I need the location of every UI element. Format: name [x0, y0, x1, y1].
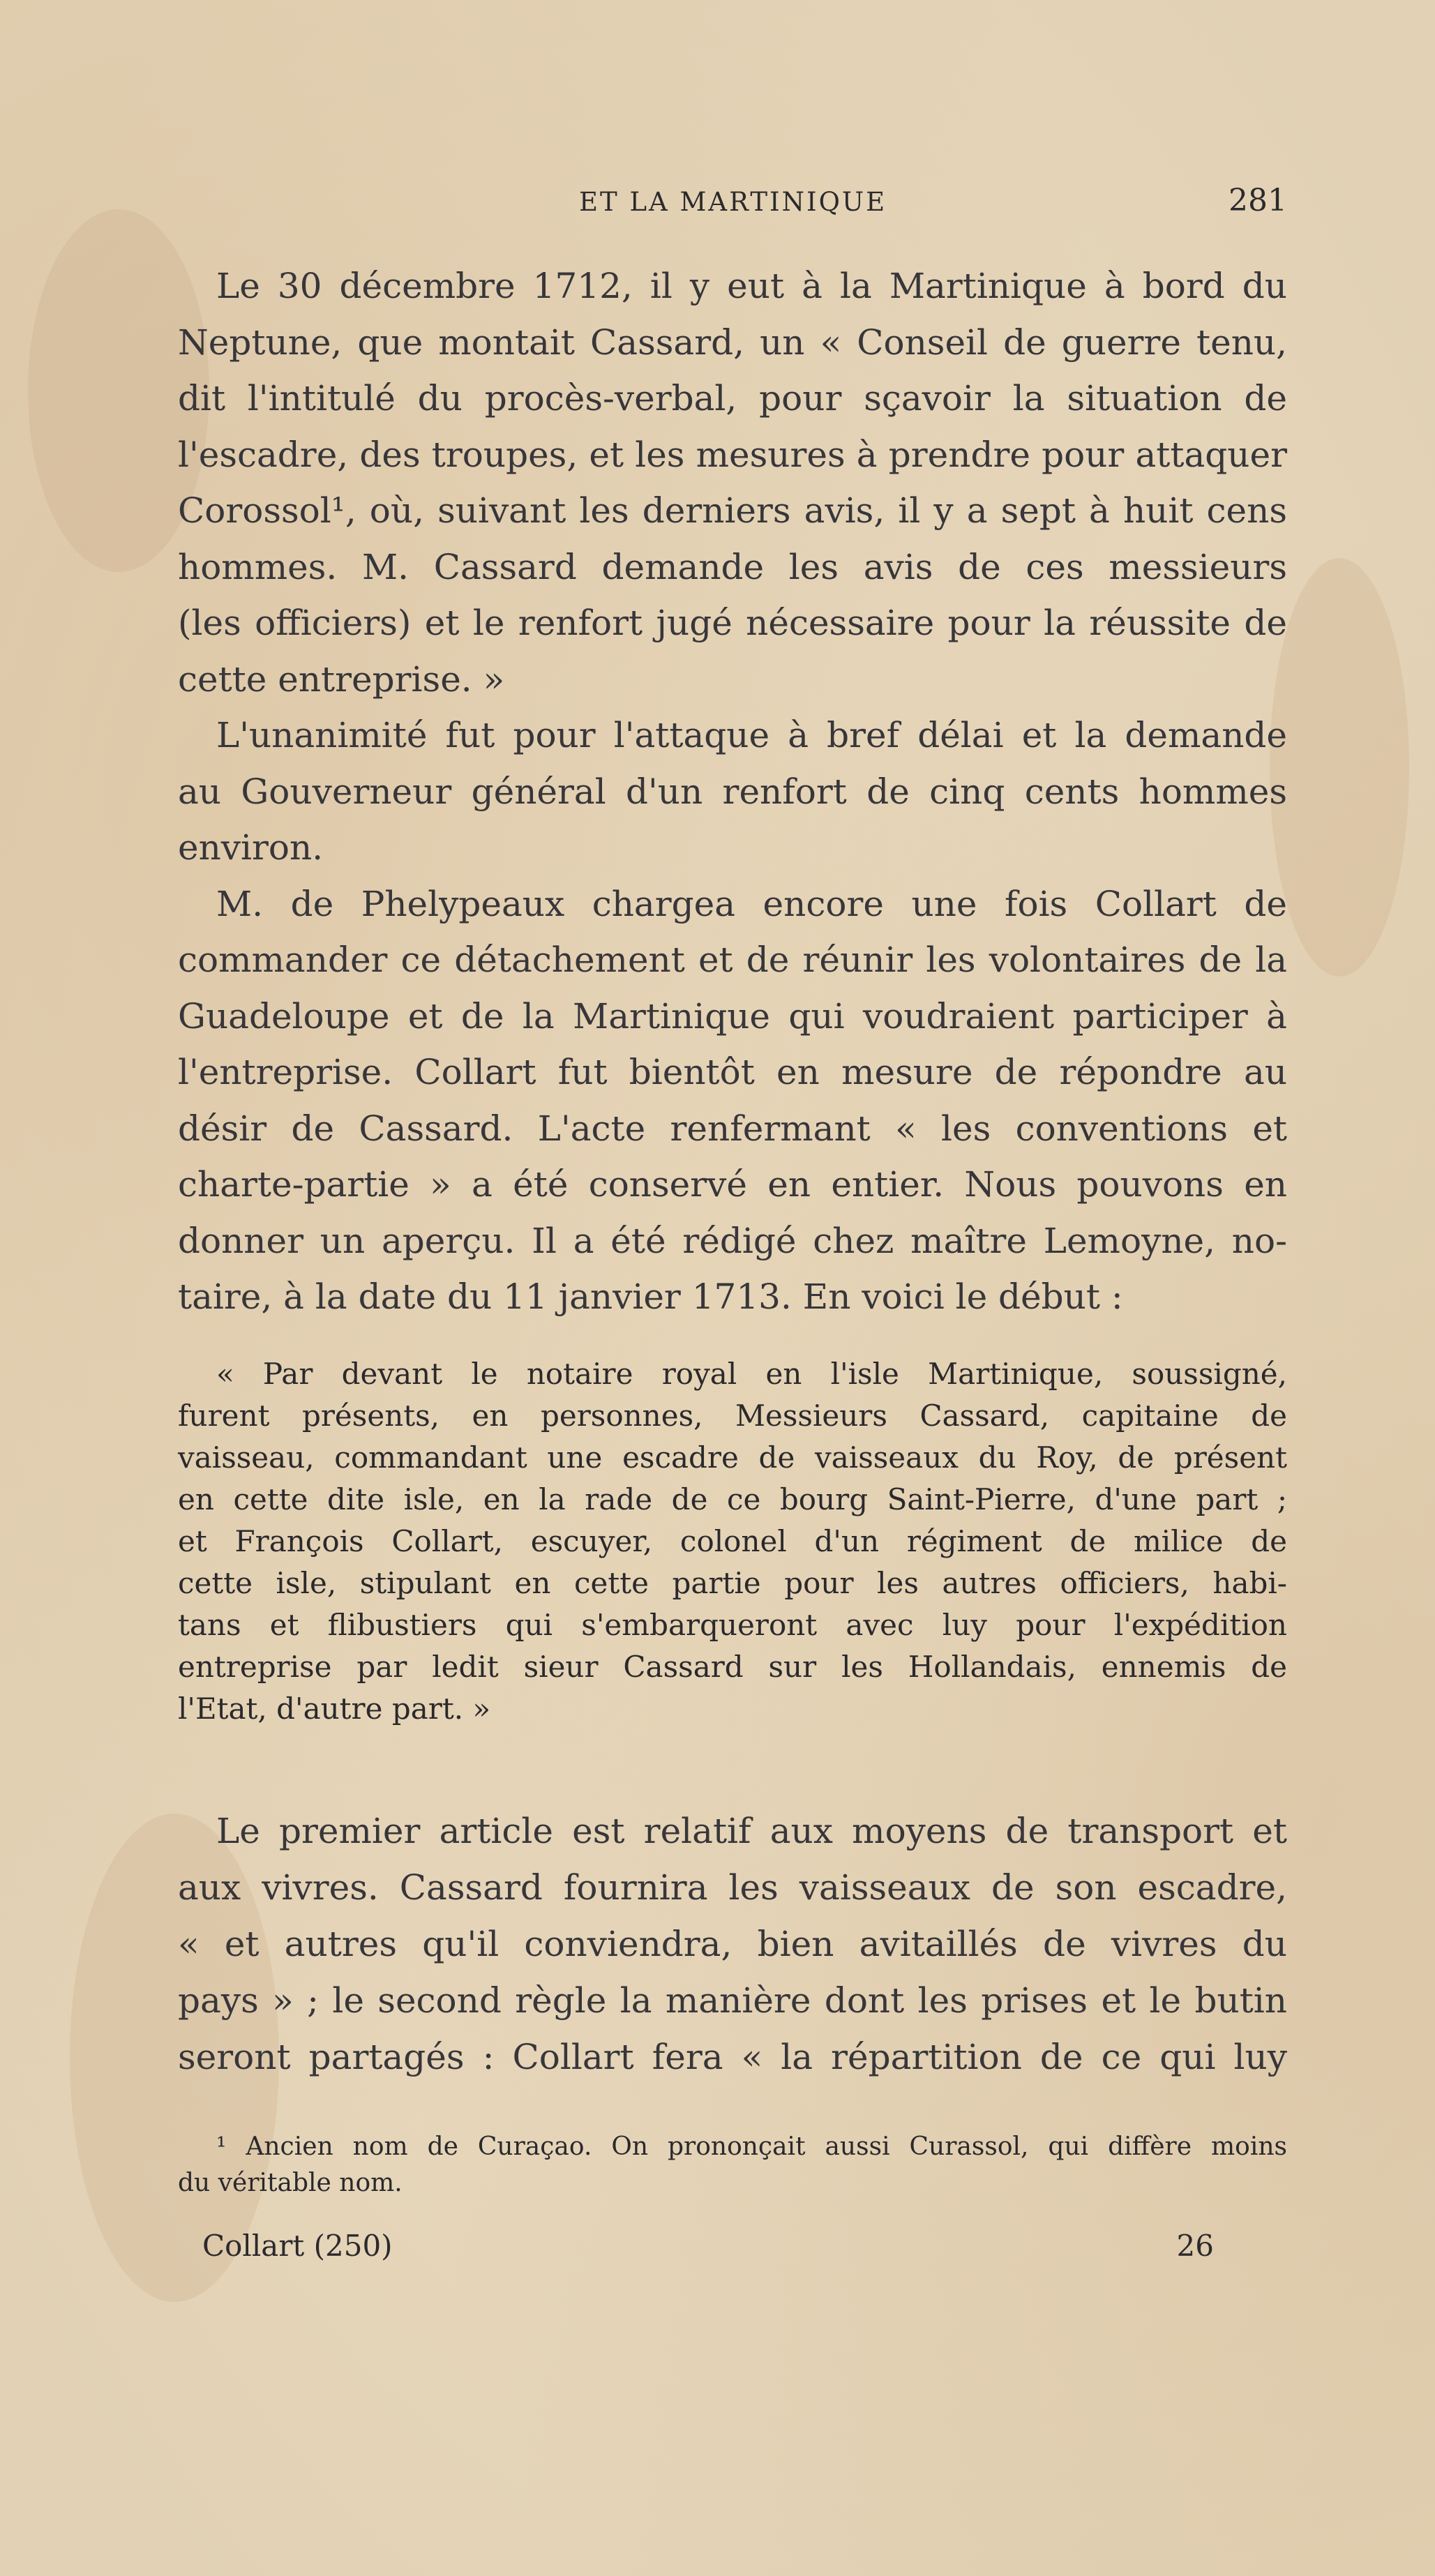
- signature-name: Collart (250): [202, 2229, 393, 2263]
- text-line: Corossol¹, où, suivant les derniers avis, il y a sept à huit cens: [178, 490, 1287, 531]
- quote-line: en cette dite isle, en la rade de ce bourg Saint-Pierre, d'une part ;: [178, 1482, 1287, 1516]
- quote-line: et François Collart, escuyer, colonel d'un régiment de milice de: [178, 1524, 1287, 1558]
- main-text: [178, 258, 1287, 1325]
- quote-line: tans et flibustiers qui s'embarqueront avec luy pour l'expédition: [178, 1608, 1287, 1642]
- text-line: désir de Cassard. L'acte renfermant « les conventions et: [178, 1108, 1287, 1149]
- text-line: M. de Phelypeaux chargea encore une fois Collart de: [216, 883, 1287, 924]
- footnote-line: ¹ Ancien nom de Curaçao. On prononçait aussi Curassol, qui diffère moins: [216, 2132, 1287, 2161]
- text-line: au Gouverneur général d'un renfort de cinq cents hommes: [178, 771, 1287, 812]
- text-line: dit l'intitulé du procès-verbal, pour sçavoir la situation de: [178, 378, 1287, 419]
- text-line: commander ce détachement et de réunir les volontaires de la: [178, 940, 1287, 980]
- text-line: cette entreprise. »: [178, 658, 505, 700]
- running-header: [174, 183, 1287, 229]
- quote-line: vaisseau, commandant une escadre de vaisseaux du Roy, de présent: [178, 1440, 1287, 1475]
- quote-line: entreprise par ledit sieur Cassard sur les Hollandais, ennemis de: [178, 1650, 1287, 1684]
- signature-number: 26: [1176, 2229, 1214, 2263]
- quote-line: l'Etat, d'autre part. »: [178, 1692, 491, 1726]
- footnote: [178, 2129, 1287, 2201]
- text-line: seront partagés : Collart fera « la répartition de ce qui luy: [178, 2037, 1287, 2077]
- quote-line: furent présents, en personnes, Messieurs Cassard, capitaine de: [178, 1399, 1287, 1433]
- text-line: L'unanimité fut pour l'attaque à bref délai et la demande: [216, 715, 1287, 755]
- quote-line: cette isle, stipulant en cette partie pour les autres officiers, habi-: [178, 1566, 1287, 1600]
- text-line: « et autres qu'il conviendra, bien avitaillés de vivres du: [178, 1924, 1287, 1964]
- text-line: charte-partie » a été conservé en entier. Nous pouvons en: [178, 1164, 1287, 1205]
- quote-line: « Par devant le notaire royal en l'isle Martinique, soussigné,: [216, 1357, 1287, 1391]
- text-line: l'entreprise. Collart fut bientôt en mesure de répondre au: [178, 1052, 1287, 1092]
- running-title: ET LA MARTINIQUE: [579, 187, 887, 217]
- paper-stain: [1270, 558, 1409, 977]
- continuation-text: [178, 1803, 1287, 2086]
- text-line: aux vivres. Cassard fournira les vaisseaux de son escadre,: [178, 1867, 1287, 1908]
- notarial-quote: [178, 1353, 1287, 1730]
- text-line: (les officiers) et le renfort jugé nécessaire pour la réussite de: [178, 603, 1287, 643]
- text-line: pays » ; le second règle la manière dont les prises et le butin: [178, 1980, 1287, 2021]
- text-line: l'escadre, des troupes, et les mesures à prendre pour attaquer: [178, 434, 1287, 475]
- footnote-line: du véritable nom.: [178, 2169, 403, 2197]
- text-line: Guadeloupe et de la Martinique qui voudraient participer à: [178, 995, 1287, 1037]
- text-line: taire, à la date du 11 janvier 1713. En voici le début :: [178, 1276, 1123, 1317]
- page-number: 281: [1229, 183, 1287, 218]
- printer-signature: [202, 2229, 1214, 2270]
- text-line: Le 30 décembre 1712, il y eut à la Martinique à bord du: [216, 266, 1287, 306]
- text-line: hommes. M. Cassard demande les avis de ces messieurs: [178, 546, 1287, 587]
- text-line: Neptune, que montait Cassard, un « Conseil de guerre tenu,: [178, 322, 1287, 363]
- text-line: environ.: [178, 827, 324, 868]
- text-line: donner un aperçu. Il a été rédigé chez maître Lemoyne, no-: [178, 1220, 1287, 1261]
- text-line: Le premier article est relatif aux moyens de transport et: [216, 1811, 1287, 1851]
